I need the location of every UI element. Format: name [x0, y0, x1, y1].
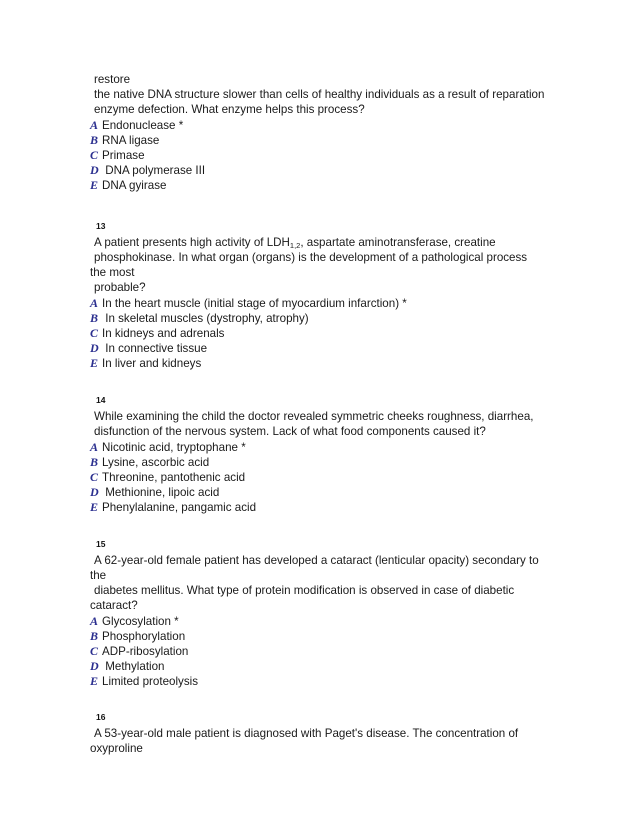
answer-option: B In skeletal muscles (dystrophy, atrophy) [90, 311, 309, 325]
answer-option: D Methylation [90, 659, 165, 673]
answer-option: B Lysine, ascorbic acid [90, 455, 210, 469]
question-text-line: A patient presents high activity of $LDH_{1,2}$, aspartate aminotransferase, creatine [94, 236, 496, 250]
question-number: 14 [96, 395, 106, 405]
question-text-line: While examining the child the doctor revealed symmetric cheeks roughness, diarrhea, [94, 410, 534, 423]
answer-option: E Phenylalanine, pangamic acid [90, 500, 257, 514]
answer-option: A Nicotinic acid, tryptophane * [90, 440, 246, 454]
subscript: 1,2 [289, 241, 301, 250]
question-number: 16 [96, 712, 106, 722]
question-text-line: A 62-year-old female patient has developed a cataract (lenticular opacity) secondary to [94, 554, 539, 567]
question-text-line: restore [94, 73, 131, 86]
answer-option: A Glycosylation * [90, 614, 179, 628]
question-text-line: the [90, 569, 107, 582]
question-number: 13 [96, 221, 106, 231]
question-text-line: disfunction of the nervous system. Lack of what food components caused it? [94, 425, 486, 438]
answer-option: E DNA gyirase [90, 178, 167, 192]
answer-option: B Phosphorylation [90, 629, 186, 643]
question-text-line: A 53-year-old male patient is diagnosed with Paget's disease. The concentration of [94, 727, 519, 740]
question-text-line: diabetes mellitus. What type of protein modification is observed in case of diabetic [94, 584, 515, 597]
question-text-line: the most [90, 266, 135, 279]
answer-option: D Methionine, lipoic acid [90, 485, 220, 499]
answer-option: D In connective tissue [90, 341, 208, 355]
answer-option: A In the heart muscle (initial stage of myocardium infarction) * [90, 296, 407, 310]
question-text-line: probable? [94, 281, 146, 294]
answer-option: C ADP-ribosylation [90, 644, 189, 658]
answer-option: C Primase [90, 148, 145, 162]
answer-option: C Threonine, pantothenic acid [90, 470, 246, 484]
question-text-line: enzyme defection. What enzyme helps this process? [94, 103, 365, 116]
question-number: 15 [96, 539, 106, 549]
answer-option: D DNA polymerase III [90, 163, 206, 177]
answer-option: E In liver and kidneys [90, 356, 202, 370]
question-text-line: the native DNA structure slower than cells of healthy individuals as a result of reparation [94, 88, 545, 101]
answer-option: B RNA ligase [90, 133, 160, 147]
question-text-line: cataract? [90, 599, 138, 612]
question-text-line: oxyproline [90, 742, 143, 755]
answer-option: A Endonuclease * [90, 118, 184, 132]
question-text-line: phosphokinase. In what organ (organs) is the development of a pathological process [94, 251, 528, 264]
answer-option: E Limited proteolysis [90, 674, 199, 688]
answer-option: C In kidneys and adrenals [90, 326, 225, 340]
